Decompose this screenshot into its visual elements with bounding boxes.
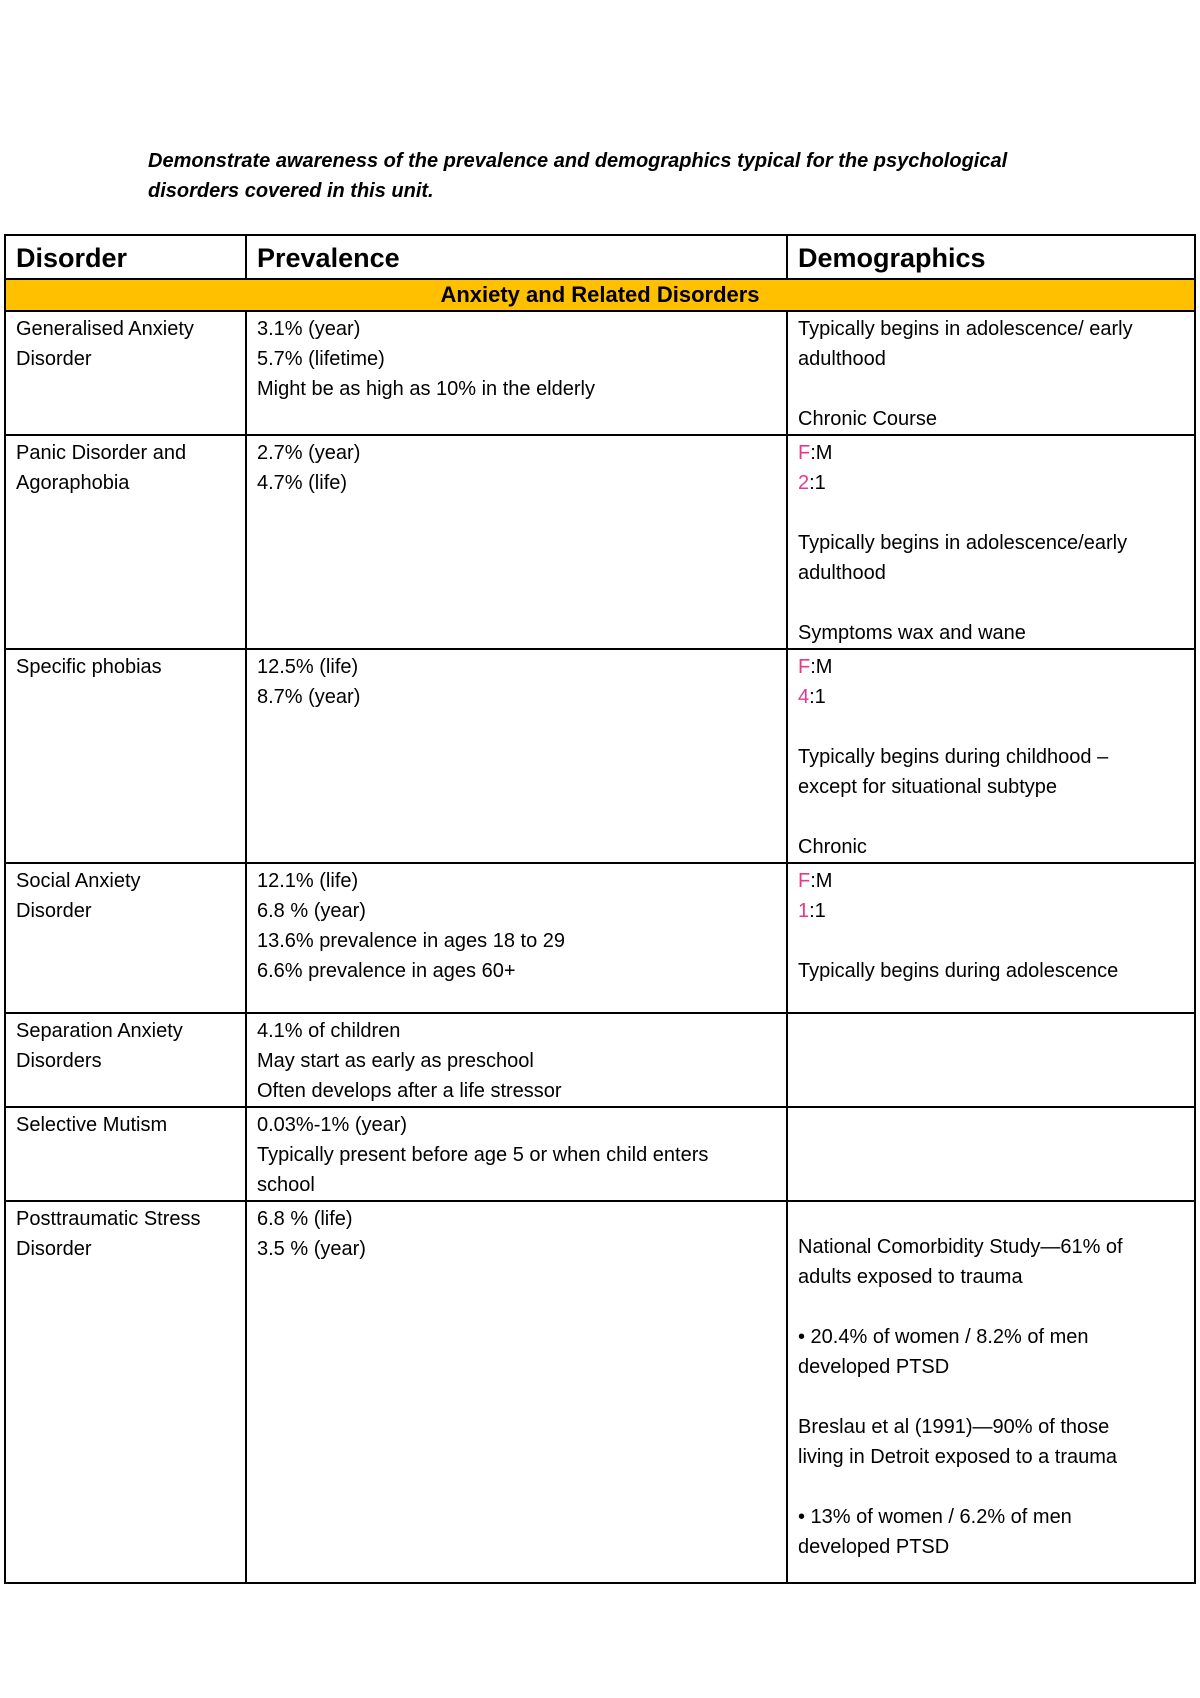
demographics-line: Typically begins in adolescence/early: [798, 532, 1128, 554]
demographics-line: adulthood: [798, 562, 886, 584]
ratio-value: [798, 468, 1184, 498]
prevalence-cell: [246, 1201, 787, 1583]
disorder-name-line: Disorder: [16, 1238, 92, 1260]
ratio-value-female: 1: [798, 900, 810, 922]
disorder-cell: [5, 1013, 246, 1107]
prevalence-cell: [246, 649, 787, 863]
table-row: [5, 863, 1195, 1013]
prevalence-line: 3.1% (year): [257, 318, 361, 340]
ratio-label: [798, 866, 1184, 896]
disorder-cell: [5, 435, 246, 649]
prevalence-line: 3.5 % (year): [257, 1238, 366, 1260]
disorder-cell: [5, 1107, 246, 1201]
demographics-line: Typically begins in adolescence/ early: [798, 318, 1133, 340]
demographics-line: developed PTSD: [798, 1356, 950, 1378]
ratio-value-male: :1: [809, 686, 826, 708]
ratio-value-female: 2: [798, 472, 810, 494]
prevalence-line: 12.1% (life): [257, 870, 359, 892]
ratio-label-female: F: [798, 442, 811, 464]
prevalence-line: 8.7% (year): [257, 686, 361, 708]
disorder-cell: [5, 863, 246, 1013]
disorder-name-line: Generalised Anxiety: [16, 318, 194, 340]
prevalence-line: Often develops after a life stressor: [257, 1080, 562, 1102]
disorder-name-line: Disorders: [16, 1050, 102, 1072]
ratio-value: [798, 896, 1184, 926]
prevalence-line: 6.6% prevalence in ages 60+: [257, 960, 516, 982]
disorder-name-line: Separation Anxiety: [16, 1020, 183, 1042]
demographics-line: • 13% of women / 6.2% of men: [798, 1506, 1072, 1528]
ratio-label: [798, 652, 1184, 682]
table-row: [5, 1107, 1195, 1201]
demographics-cell: [787, 1201, 1195, 1583]
demographics-line: adults exposed to trauma: [798, 1266, 1023, 1288]
demographics-line: Typically begins during childhood –: [798, 746, 1109, 768]
demographics-line: Chronic Course: [798, 408, 937, 430]
demographics-cell: [787, 311, 1195, 435]
column-header-disorder: Disorder: [5, 235, 246, 279]
disorder-cell: [5, 649, 246, 863]
disorder-name-line: Disorder: [16, 900, 92, 922]
prevalence-line: 6.8 % (year): [257, 900, 366, 922]
prevalence-line: 6.8 % (life): [257, 1208, 353, 1230]
ratio-value-male: :1: [809, 472, 826, 494]
prevalence-cell: [246, 435, 787, 649]
table-row: [5, 1013, 1195, 1107]
section-row: [5, 279, 1195, 311]
demographics-line: Symptoms wax and wane: [798, 622, 1026, 644]
disorder-cell: [5, 1201, 246, 1583]
intro-text: Demonstrate awareness of the prevalence and demographics typical for the psychological disorders covered in this unit.: [148, 150, 1008, 202]
prevalence-line: 5.7% (lifetime): [257, 348, 385, 370]
prevalence-cell: [246, 311, 787, 435]
demographics-line: National Comorbidity Study—61% of: [798, 1236, 1123, 1258]
prevalence-line: Typically present before age 5 or when child enters: [257, 1144, 709, 1166]
prevalence-line: Might be as high as 10% in the elderly: [257, 378, 595, 400]
disorder-name-line: Social Anxiety: [16, 870, 141, 892]
demographics-cell: [787, 863, 1195, 1013]
header-row: [5, 235, 1195, 279]
disorder-cell: [5, 311, 246, 435]
demographics-line: except for situational subtype: [798, 776, 1058, 798]
demographics-cell: [787, 649, 1195, 863]
table-row: [5, 1201, 1195, 1583]
disorder-name-line: Panic Disorder and: [16, 442, 187, 464]
disorder-name-line: Specific phobias: [16, 656, 162, 678]
table-row: [5, 311, 1195, 435]
ratio-value: [798, 682, 1184, 712]
prevalence-cell: [246, 1013, 787, 1107]
prevalence-cell: [246, 863, 787, 1013]
disorder-name-line: Posttraumatic Stress: [16, 1208, 201, 1230]
demographics-line: Chronic: [798, 836, 867, 858]
prevalence-line: 2.7% (year): [257, 442, 361, 464]
prevalence-line: school: [257, 1174, 315, 1196]
demographics-line: Typically begins during adolescence: [798, 960, 1119, 982]
ratio-value-female: 4: [798, 686, 810, 708]
prevalence-cell: [246, 1107, 787, 1201]
ratio-label-male: :M: [810, 870, 833, 892]
table-row: [5, 435, 1195, 649]
table-row: [5, 649, 1195, 863]
prevalence-line: 4.1% of children: [257, 1020, 401, 1042]
disorder-name-line: Disorder: [16, 348, 92, 370]
demographics-cell: [787, 435, 1195, 649]
ratio-label-male: :M: [810, 656, 833, 678]
ratio-value-male: :1: [809, 900, 826, 922]
ratio-label: [798, 438, 1184, 468]
demographics-cell: [787, 1013, 1195, 1107]
prevalence-line: 12.5% (life): [257, 656, 359, 678]
ratio-label-female: F: [798, 656, 811, 678]
column-header-prevalence: Prevalence: [246, 235, 787, 279]
demographics-line: living in Detroit exposed to a trauma: [798, 1446, 1118, 1468]
prevalence-line: May start as early as preschool: [257, 1050, 534, 1072]
ratio-label-female: F: [798, 870, 811, 892]
ratio-label-male: :M: [810, 442, 833, 464]
disorder-name-line: Selective Mutism: [16, 1114, 168, 1136]
demographics-cell: [787, 1107, 1195, 1201]
prevalence-line: 0.03%-1% (year): [257, 1114, 408, 1136]
demographics-line: developed PTSD: [798, 1536, 950, 1558]
demographics-line: • 20.4% of women / 8.2% of men: [798, 1326, 1089, 1348]
demographics-line: Breslau et al (1991)—90% of those: [798, 1416, 1110, 1438]
demographics-line: adulthood: [798, 348, 886, 370]
prevalence-line: 4.7% (life): [257, 472, 348, 494]
disorder-name-line: Agoraphobia: [16, 472, 130, 494]
disorders-table: [4, 234, 1196, 1584]
prevalence-line: 13.6% prevalence in ages 18 to 29: [257, 930, 565, 952]
section-title: Anxiety and Related Disorders: [5, 279, 1195, 311]
column-header-demographics: Demographics: [787, 235, 1195, 279]
